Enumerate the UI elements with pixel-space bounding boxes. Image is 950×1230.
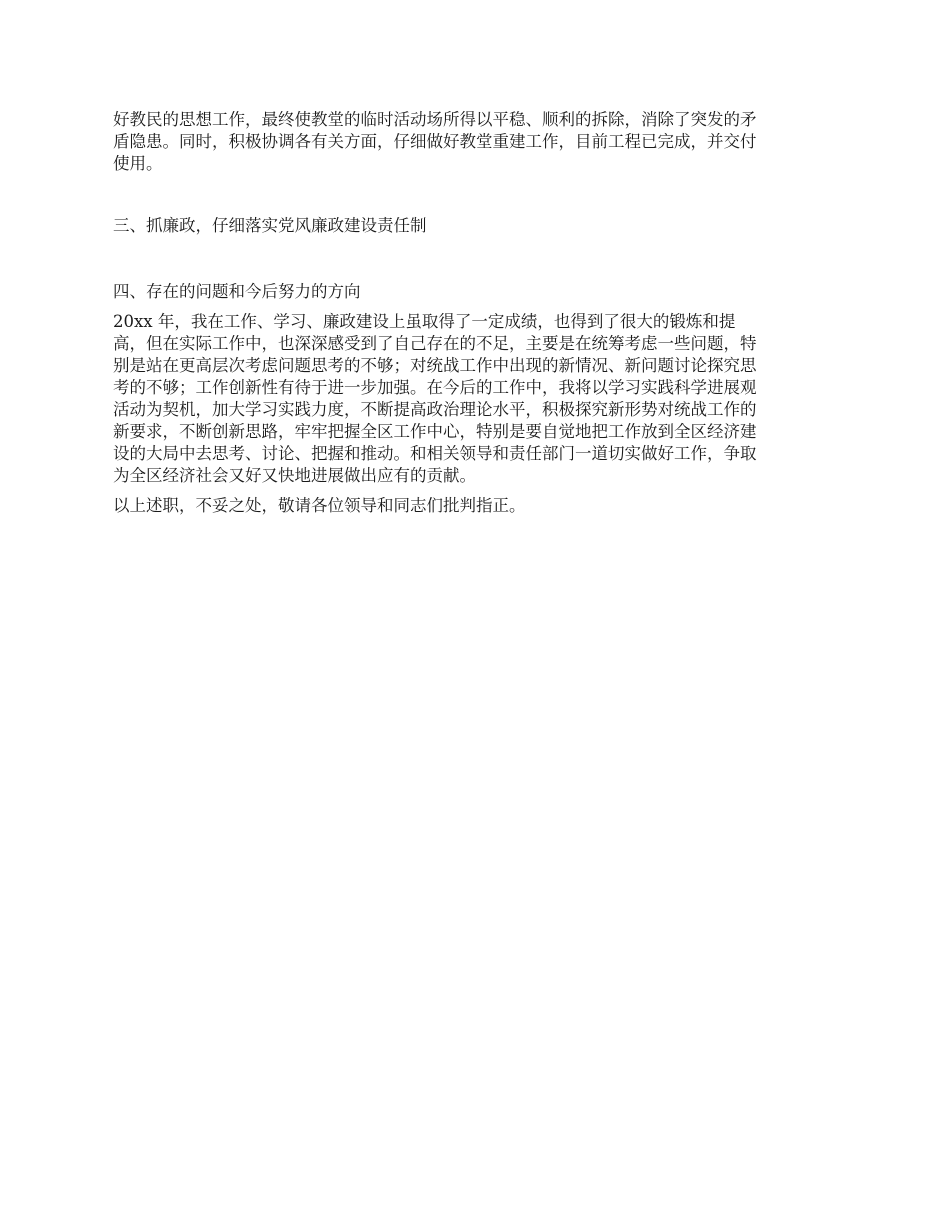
intro-paragraph: 好教民的思想工作，最终使教堂的临时活动场所得以平稳、顺利的拆除，消除了突发的矛 盾隐患。同时，积极协调各有关方面，仔细做好教堂重建工作，目前工程已完成，并交付 使用。: [113, 110, 757, 173]
section-4-heading: 四、存在的问题和今后努力的方向: [113, 282, 361, 301]
spacer: [113, 303, 841, 311]
closing-paragraph: 以上述职，不妥之处，敬请各位领导和同志们批判指正。: [113, 496, 526, 515]
document-body: [113, 109, 841, 525]
section-4-paragraph: 20xx 年，我在工作、学习、廉政建设上虽取得了一定成绩，也得到了很大的锻炼和提 高，但在实际工作中，也深深感受到了自己存在的不足，主要是在统筹考虑一些问题，特 别是站在更高层次考虑问题思考的不够；对统战工作中出现的新情况、新问题讨论探究思 考的不够；工作创新性有待于进一步加强。在今后的工作中，我将以学习实践科学进展观 活动为契机，加大学习实践力度，不断提高政治理论水平，积极探究新形势对统战工作的 新要求，不断创新思路，牢牢把握全区工作中心，特别是要自觉地把工作放到全区经济建 设的大局中去思考、讨论、把握和推动。和相关领导和责任部门一道切实做好工作，争取 为全区经济社会又好又快地进展做出应有的贡献。: [113, 312, 757, 485]
section-3-heading: 三、抓廉政，仔细落实党风廉政建设责任制: [113, 216, 427, 235]
spacer: [113, 175, 841, 215]
spacer: [113, 237, 841, 281]
